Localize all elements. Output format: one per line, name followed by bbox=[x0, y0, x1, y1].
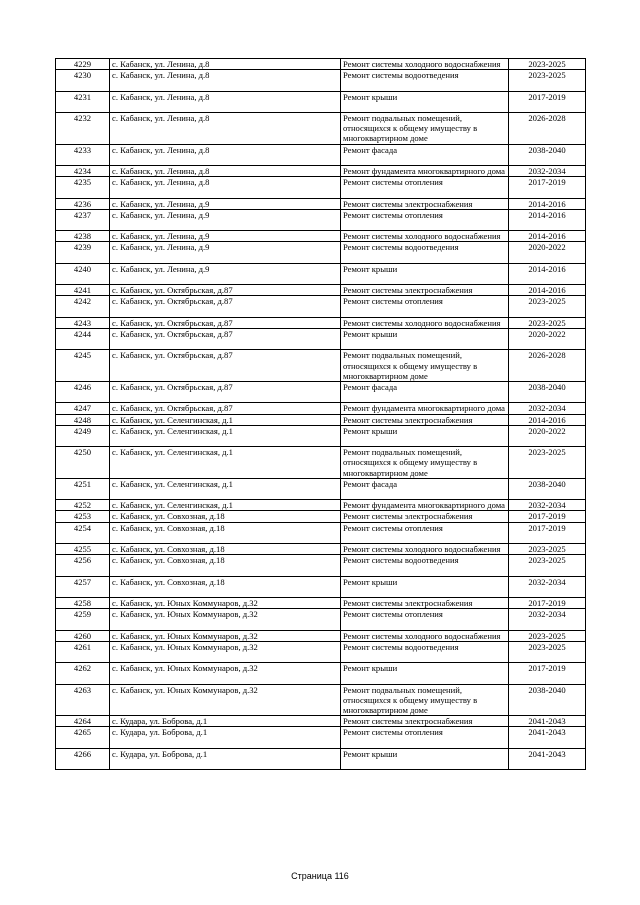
table-row bbox=[56, 112, 586, 144]
table-row bbox=[56, 684, 586, 716]
row-number-cell: 4264 bbox=[56, 716, 110, 727]
address-cell: с. Кабанск, ул. Ленина, д.9 bbox=[110, 209, 341, 230]
work-type-cell: Ремонт системы отопления bbox=[341, 209, 509, 230]
period-cell: 2038-2040 bbox=[509, 478, 586, 499]
table-row bbox=[56, 403, 586, 414]
period-cell: 2014-2016 bbox=[509, 414, 586, 425]
row-number-cell: 4230 bbox=[56, 70, 110, 91]
table-row bbox=[56, 59, 586, 70]
table-row bbox=[56, 209, 586, 230]
work-type-cell: Ремонт крыши bbox=[341, 263, 509, 284]
row-number-cell: 4246 bbox=[56, 381, 110, 402]
work-type-cell: Ремонт фундамента многоквартирного дома bbox=[341, 165, 509, 176]
row-number-cell: 4254 bbox=[56, 522, 110, 543]
address-cell: с. Кабанск, ул. Совхозная, д.18 bbox=[110, 522, 341, 543]
address-cell: с. Кабанск, ул. Селенгинская, д.1 bbox=[110, 447, 341, 479]
row-number-cell: 4237 bbox=[56, 209, 110, 230]
work-type-cell: Ремонт системы холодного водоснабжения bbox=[341, 543, 509, 554]
work-type-cell: Ремонт системы отопления bbox=[341, 296, 509, 317]
work-type-cell: Ремонт крыши bbox=[341, 328, 509, 349]
work-type-cell: Ремонт подвальных помещений, относящихся к общему имуществу в многоквартирном доме bbox=[341, 350, 509, 382]
work-type-cell: Ремонт системы электроснабжения bbox=[341, 414, 509, 425]
address-cell: с. Кабанск, ул. Ленина, д.8 bbox=[110, 59, 341, 70]
table-row bbox=[56, 317, 586, 328]
row-number-cell: 4242 bbox=[56, 296, 110, 317]
work-type-cell: Ремонт фундамента многоквартирного дома bbox=[341, 500, 509, 511]
work-type-cell: Ремонт системы холодного водоснабжения bbox=[341, 231, 509, 242]
table-row bbox=[56, 296, 586, 317]
period-cell: 2038-2040 bbox=[509, 381, 586, 402]
address-cell: с. Кабанск, ул. Юных Коммунаров, д.32 bbox=[110, 597, 341, 608]
address-cell: с. Кабанск, ул. Совхозная, д.18 bbox=[110, 576, 341, 597]
table-row bbox=[56, 663, 586, 684]
row-number-cell: 4241 bbox=[56, 285, 110, 296]
work-type-cell: Ремонт системы холодного водоснабжения bbox=[341, 630, 509, 641]
period-cell: 2017-2019 bbox=[509, 91, 586, 112]
table-row bbox=[56, 381, 586, 402]
work-type-cell: Ремонт подвальных помещений, относящихся к общему имуществу в многоквартирном доме bbox=[341, 447, 509, 479]
period-cell: 2032-2034 bbox=[509, 165, 586, 176]
period-cell: 2023-2025 bbox=[509, 296, 586, 317]
work-type-cell: Ремонт системы электроснабжения bbox=[341, 716, 509, 727]
period-cell: 2026-2028 bbox=[509, 350, 586, 382]
row-number-cell: 4252 bbox=[56, 500, 110, 511]
period-cell: 2023-2025 bbox=[509, 543, 586, 554]
work-type-cell: Ремонт системы отопления bbox=[341, 177, 509, 198]
address-cell: с. Кабанск, ул. Селенгинская, д.1 bbox=[110, 414, 341, 425]
table-row bbox=[56, 609, 586, 630]
table-row bbox=[56, 511, 586, 522]
address-cell: с. Кабанск, ул. Октябрьская, д.87 bbox=[110, 328, 341, 349]
table-row bbox=[56, 177, 586, 198]
address-cell: с. Кабанск, ул. Совхозная, д.18 bbox=[110, 511, 341, 522]
period-cell: 2032-2034 bbox=[509, 403, 586, 414]
address-cell: с. Кабанск, ул. Ленина, д.8 bbox=[110, 112, 341, 144]
period-cell: 2017-2019 bbox=[509, 522, 586, 543]
period-cell: 2023-2025 bbox=[509, 630, 586, 641]
address-cell: с. Кабанск, ул. Совхозная, д.18 bbox=[110, 543, 341, 554]
work-type-cell: Ремонт крыши bbox=[341, 91, 509, 112]
table-row bbox=[56, 263, 586, 284]
repair-schedule-table bbox=[55, 58, 586, 770]
period-cell: 2032-2034 bbox=[509, 609, 586, 630]
address-cell: с. Кабанск, ул. Ленина, д.9 bbox=[110, 242, 341, 263]
work-type-cell: Ремонт подвальных помещений, относящихся к общему имуществу в многоквартирном доме bbox=[341, 112, 509, 144]
row-number-cell: 4255 bbox=[56, 543, 110, 554]
table-row bbox=[56, 242, 586, 263]
period-cell: 2032-2034 bbox=[509, 500, 586, 511]
row-number-cell: 4239 bbox=[56, 242, 110, 263]
row-number-cell: 4231 bbox=[56, 91, 110, 112]
row-number-cell: 4233 bbox=[56, 144, 110, 165]
period-cell: 2041-2043 bbox=[509, 716, 586, 727]
period-cell: 2023-2025 bbox=[509, 70, 586, 91]
period-cell: 2032-2034 bbox=[509, 576, 586, 597]
period-cell: 2023-2025 bbox=[509, 59, 586, 70]
address-cell: с. Кабанск, ул. Юных Коммунаров, д.32 bbox=[110, 641, 341, 662]
work-type-cell: Ремонт фасада bbox=[341, 381, 509, 402]
address-cell: с. Кабанск, ул. Октябрьская, д.87 bbox=[110, 350, 341, 382]
address-cell: с. Кабанск, ул. Ленина, д.9 bbox=[110, 198, 341, 209]
table-row bbox=[56, 748, 586, 769]
period-cell: 2023-2025 bbox=[509, 641, 586, 662]
period-cell: 2026-2028 bbox=[509, 112, 586, 144]
work-type-cell: Ремонт системы отопления bbox=[341, 727, 509, 748]
table-row bbox=[56, 91, 586, 112]
work-type-cell: Ремонт крыши bbox=[341, 748, 509, 769]
period-cell: 2023-2025 bbox=[509, 555, 586, 576]
row-number-cell: 4229 bbox=[56, 59, 110, 70]
row-number-cell: 4265 bbox=[56, 727, 110, 748]
row-number-cell: 4236 bbox=[56, 198, 110, 209]
work-type-cell: Ремонт фасада bbox=[341, 144, 509, 165]
work-type-cell: Ремонт фасада bbox=[341, 478, 509, 499]
row-number-cell: 4257 bbox=[56, 576, 110, 597]
table-row bbox=[56, 165, 586, 176]
address-cell: с. Кабанск, ул. Ленина, д.8 bbox=[110, 91, 341, 112]
table-row bbox=[56, 70, 586, 91]
table-row bbox=[56, 727, 586, 748]
table-row bbox=[56, 231, 586, 242]
row-number-cell: 4235 bbox=[56, 177, 110, 198]
address-cell: с. Кабанск, ул. Селенгинская, д.1 bbox=[110, 478, 341, 499]
row-number-cell: 4245 bbox=[56, 350, 110, 382]
period-cell: 2020-2022 bbox=[509, 425, 586, 446]
period-cell: 2038-2040 bbox=[509, 684, 586, 716]
address-cell: с. Кабанск, ул. Юных Коммунаров, д.32 bbox=[110, 663, 341, 684]
row-number-cell: 4238 bbox=[56, 231, 110, 242]
table-row bbox=[56, 597, 586, 608]
row-number-cell: 4253 bbox=[56, 511, 110, 522]
address-cell: с. Кабанск, ул. Ленина, д.9 bbox=[110, 263, 341, 284]
row-number-cell: 4259 bbox=[56, 609, 110, 630]
table-row bbox=[56, 478, 586, 499]
row-number-cell: 4258 bbox=[56, 597, 110, 608]
work-type-cell: Ремонт крыши bbox=[341, 663, 509, 684]
table-row bbox=[56, 198, 586, 209]
address-cell: с. Кабанск, ул. Юных Коммунаров, д.32 bbox=[110, 609, 341, 630]
period-cell: 2017-2019 bbox=[509, 177, 586, 198]
table-row bbox=[56, 414, 586, 425]
period-cell: 2017-2019 bbox=[509, 663, 586, 684]
period-cell: 2023-2025 bbox=[509, 317, 586, 328]
period-cell: 2041-2043 bbox=[509, 727, 586, 748]
work-type-cell: Ремонт системы холодного водоснабжения bbox=[341, 59, 509, 70]
work-type-cell: Ремонт системы водоотведения bbox=[341, 242, 509, 263]
table-row bbox=[56, 350, 586, 382]
row-number-cell: 4247 bbox=[56, 403, 110, 414]
address-cell: с. Кабанск, ул. Ленина, д.9 bbox=[110, 231, 341, 242]
work-type-cell: Ремонт системы электроснабжения bbox=[341, 285, 509, 296]
work-type-cell: Ремонт системы отопления bbox=[341, 609, 509, 630]
table-row bbox=[56, 144, 586, 165]
table-row bbox=[56, 447, 586, 479]
table-row bbox=[56, 425, 586, 446]
address-cell: с. Кабанск, ул. Октябрьская, д.87 bbox=[110, 285, 341, 296]
address-cell: с. Кабанск, ул. Юных Коммунаров, д.32 bbox=[110, 630, 341, 641]
row-number-cell: 4249 bbox=[56, 425, 110, 446]
address-cell: с. Кабанск, ул. Ленина, д.8 bbox=[110, 144, 341, 165]
work-type-cell: Ремонт системы электроснабжения bbox=[341, 597, 509, 608]
table-row bbox=[56, 522, 586, 543]
work-type-cell: Ремонт системы электроснабжения bbox=[341, 198, 509, 209]
table-row bbox=[56, 716, 586, 727]
row-number-cell: 4234 bbox=[56, 165, 110, 176]
work-type-cell: Ремонт системы холодного водоснабжения bbox=[341, 317, 509, 328]
work-type-cell: Ремонт подвальных помещений, относящихся к общему имуществу в многоквартирном доме bbox=[341, 684, 509, 716]
address-cell: с. Кабанск, ул. Совхозная, д.18 bbox=[110, 555, 341, 576]
period-cell: 2017-2019 bbox=[509, 511, 586, 522]
table-row bbox=[56, 328, 586, 349]
period-cell: 2023-2025 bbox=[509, 447, 586, 479]
table-row bbox=[56, 576, 586, 597]
address-cell: с. Кабанск, ул. Октябрьская, д.87 bbox=[110, 317, 341, 328]
address-cell: с. Кудара, ул. Боброва, д.1 bbox=[110, 716, 341, 727]
period-cell: 2020-2022 bbox=[509, 242, 586, 263]
address-cell: с. Кабанск, ул. Селенгинская, д.1 bbox=[110, 425, 341, 446]
work-type-cell: Ремонт системы водоотведения bbox=[341, 641, 509, 662]
work-type-cell: Ремонт системы электроснабжения bbox=[341, 511, 509, 522]
table-body bbox=[56, 59, 586, 770]
row-number-cell: 4250 bbox=[56, 447, 110, 479]
table-row bbox=[56, 543, 586, 554]
row-number-cell: 4261 bbox=[56, 641, 110, 662]
work-type-cell: Ремонт системы водоотведения bbox=[341, 555, 509, 576]
row-number-cell: 4266 bbox=[56, 748, 110, 769]
address-cell: с. Кабанск, ул. Ленина, д.8 bbox=[110, 165, 341, 176]
row-number-cell: 4240 bbox=[56, 263, 110, 284]
work-type-cell: Ремонт крыши bbox=[341, 425, 509, 446]
row-number-cell: 4232 bbox=[56, 112, 110, 144]
table-row bbox=[56, 500, 586, 511]
address-cell: с. Кабанск, ул. Юных Коммунаров, д.32 bbox=[110, 684, 341, 716]
page-number: Страница 116 bbox=[291, 871, 349, 881]
address-cell: с. Кабанск, ул. Октябрьская, д.87 bbox=[110, 381, 341, 402]
work-type-cell: Ремонт системы отопления bbox=[341, 522, 509, 543]
period-cell: 2014-2016 bbox=[509, 198, 586, 209]
table-row bbox=[56, 555, 586, 576]
row-number-cell: 4256 bbox=[56, 555, 110, 576]
address-cell: с. Кудара, ул. Боброва, д.1 bbox=[110, 727, 341, 748]
row-number-cell: 4244 bbox=[56, 328, 110, 349]
table-row bbox=[56, 641, 586, 662]
work-type-cell: Ремонт крыши bbox=[341, 576, 509, 597]
period-cell: 2017-2019 bbox=[509, 597, 586, 608]
period-cell: 2041-2043 bbox=[509, 748, 586, 769]
address-cell: с. Кабанск, ул. Ленина, д.8 bbox=[110, 70, 341, 91]
period-cell: 2014-2016 bbox=[509, 231, 586, 242]
period-cell: 2020-2022 bbox=[509, 328, 586, 349]
address-cell: с. Кабанск, ул. Октябрьская, д.87 bbox=[110, 296, 341, 317]
work-type-cell: Ремонт фундамента многоквартирного дома bbox=[341, 403, 509, 414]
row-number-cell: 4243 bbox=[56, 317, 110, 328]
row-number-cell: 4260 bbox=[56, 630, 110, 641]
period-cell: 2014-2016 bbox=[509, 263, 586, 284]
period-cell: 2014-2016 bbox=[509, 209, 586, 230]
row-number-cell: 4251 bbox=[56, 478, 110, 499]
table-row bbox=[56, 630, 586, 641]
row-number-cell: 4248 bbox=[56, 414, 110, 425]
work-type-cell: Ремонт системы водоотведения bbox=[341, 70, 509, 91]
row-number-cell: 4262 bbox=[56, 663, 110, 684]
period-cell: 2014-2016 bbox=[509, 285, 586, 296]
row-number-cell: 4263 bbox=[56, 684, 110, 716]
address-cell: с. Кабанск, ул. Октябрьская, д.87 bbox=[110, 403, 341, 414]
address-cell: с. Кабанск, ул. Ленина, д.8 bbox=[110, 177, 341, 198]
address-cell: с. Кудара, ул. Боброва, д.1 bbox=[110, 748, 341, 769]
period-cell: 2038-2040 bbox=[509, 144, 586, 165]
table-row bbox=[56, 285, 586, 296]
address-cell: с. Кабанск, ул. Селенгинская, д.1 bbox=[110, 500, 341, 511]
